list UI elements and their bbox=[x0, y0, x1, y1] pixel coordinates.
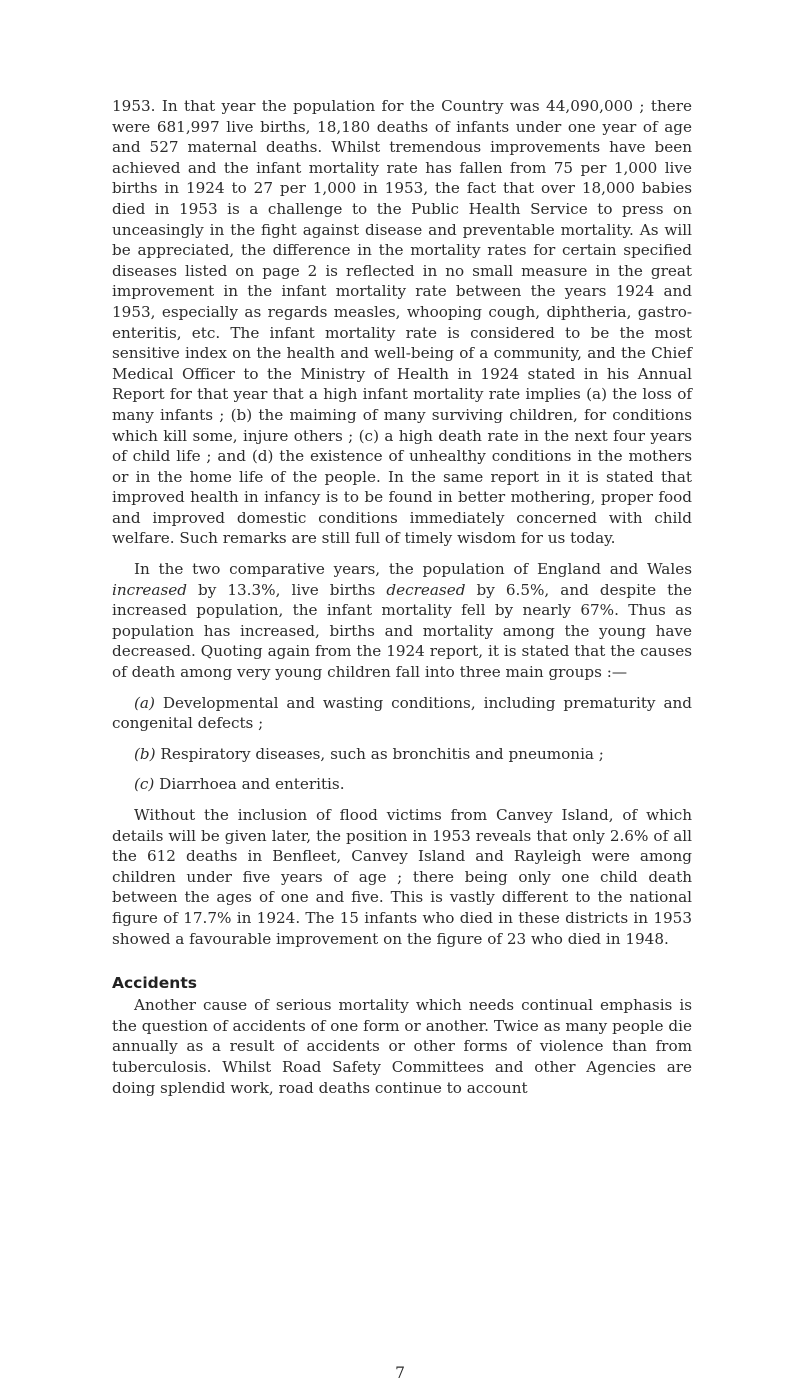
paragraph-population-1953: 1953. In that year the population for the Country was 44,090,000 ; there were 681,997 live births, 18,180 deaths of infants under one year of age and 527 maternal deaths. Whilst tremendous improvements have been achieved and the infant mortality rate has fallen from 75 per 1,000 live births in 1924 to 27 per 1,000 in 1953, the fact that over 18,000 babies died in 1953 is a challenge to the Public Health Service to press on unceasingly in the fight against disease and preventable mortality. As will be appreciated, the difference in the mortality rates for certain specified diseases listed on page 2 is reflected in no small measure in the great improvement in the infant mortality rate between the years 1924 and 1953, especially as regards measles, whooping cough, diphtheria, gastro-enteritis, etc. The infant mortality rate is considered to be the most sensitive index on the health and well-being of a community, and the Chief Medical Officer to the Ministry of Health in 1924 stated in his Annual Report for that year that a high infant mortality rate implies (a) the loss of many infants ; (b) the maiming of many surviving children, for conditions which kill some, injure others ; (c) a high death rate in the next four years of child life ; and (d) the existence of unhealthy conditions in the mothers or in the home life of the people. In the same report in it is stated that improved health in infancy is to be found in better mothering, proper food and improved domestic conditions immediately concerned with child welfare. Such remarks are still full of timely wisdom for us today. bbox=[112, 97, 692, 548]
paragraph-text: by 13.3%, live births bbox=[186, 580, 387, 599]
section-heading-accidents: Accidents bbox=[112, 974, 197, 993]
page-body bbox=[112, 96, 692, 1108]
list-item-label: (b) bbox=[134, 744, 156, 763]
paragraph-comparative-years bbox=[112, 559, 692, 683]
paragraph-text: by 6.5%, and despite the increased population, the infant mortality fell by nearly 67%. Thus as population has increased, births and mortality among the young have decreased. Quoting again from the 1924 report, it is stated that the causes of death among very young children fall into three main groups :— bbox=[112, 580, 692, 682]
paragraph-accidents: Another cause of serious mortality which needs continual emphasis is the question of accidents of one form or another. Twice as many people die annually as a result of accidents or other forms of violence than from tuberculosis. Whilst Road Safety Committees and other Agencies are doing splendid work, road deaths continue to account bbox=[112, 996, 692, 1097]
list-item-label: (a) bbox=[134, 693, 155, 712]
paragraph-flood-victims: Without the inclusion of flood victims from Canvey Island, of which details will be given later, the position in 1953 reveals that only 2.6% of all the 612 deaths in Benfleet, Canvey Island and Rayleigh were among children under five years of age ; there being only one child death between the ages of one and five. This is vastly different to the national figure of 17.7% in 1924. The 15 infants who died in these districts in 1953 showed a favourable improvement on the figure of 23 who died in 1948. bbox=[112, 806, 692, 948]
list-item-text: Respiratory diseases, such as bronchitis and pneumonia ; bbox=[155, 744, 604, 763]
page-number: 7 bbox=[395, 1364, 405, 1382]
emphasis-increased: increased bbox=[112, 580, 187, 599]
list-item-label: (c) bbox=[134, 775, 155, 794]
list-item-developmental bbox=[112, 693, 692, 734]
emphasis-decreased: decreased bbox=[386, 580, 466, 599]
list-item-diarrhoea bbox=[112, 774, 692, 795]
paragraph-text: In the two comparative years, the population of England and Wales bbox=[134, 560, 692, 579]
list-item-respiratory bbox=[112, 744, 692, 765]
list-item-text: Diarrhoea and enteritis. bbox=[154, 775, 345, 794]
list-item-text: Developmental and wasting conditions, including prematurity and congenital defects ; bbox=[112, 693, 692, 733]
